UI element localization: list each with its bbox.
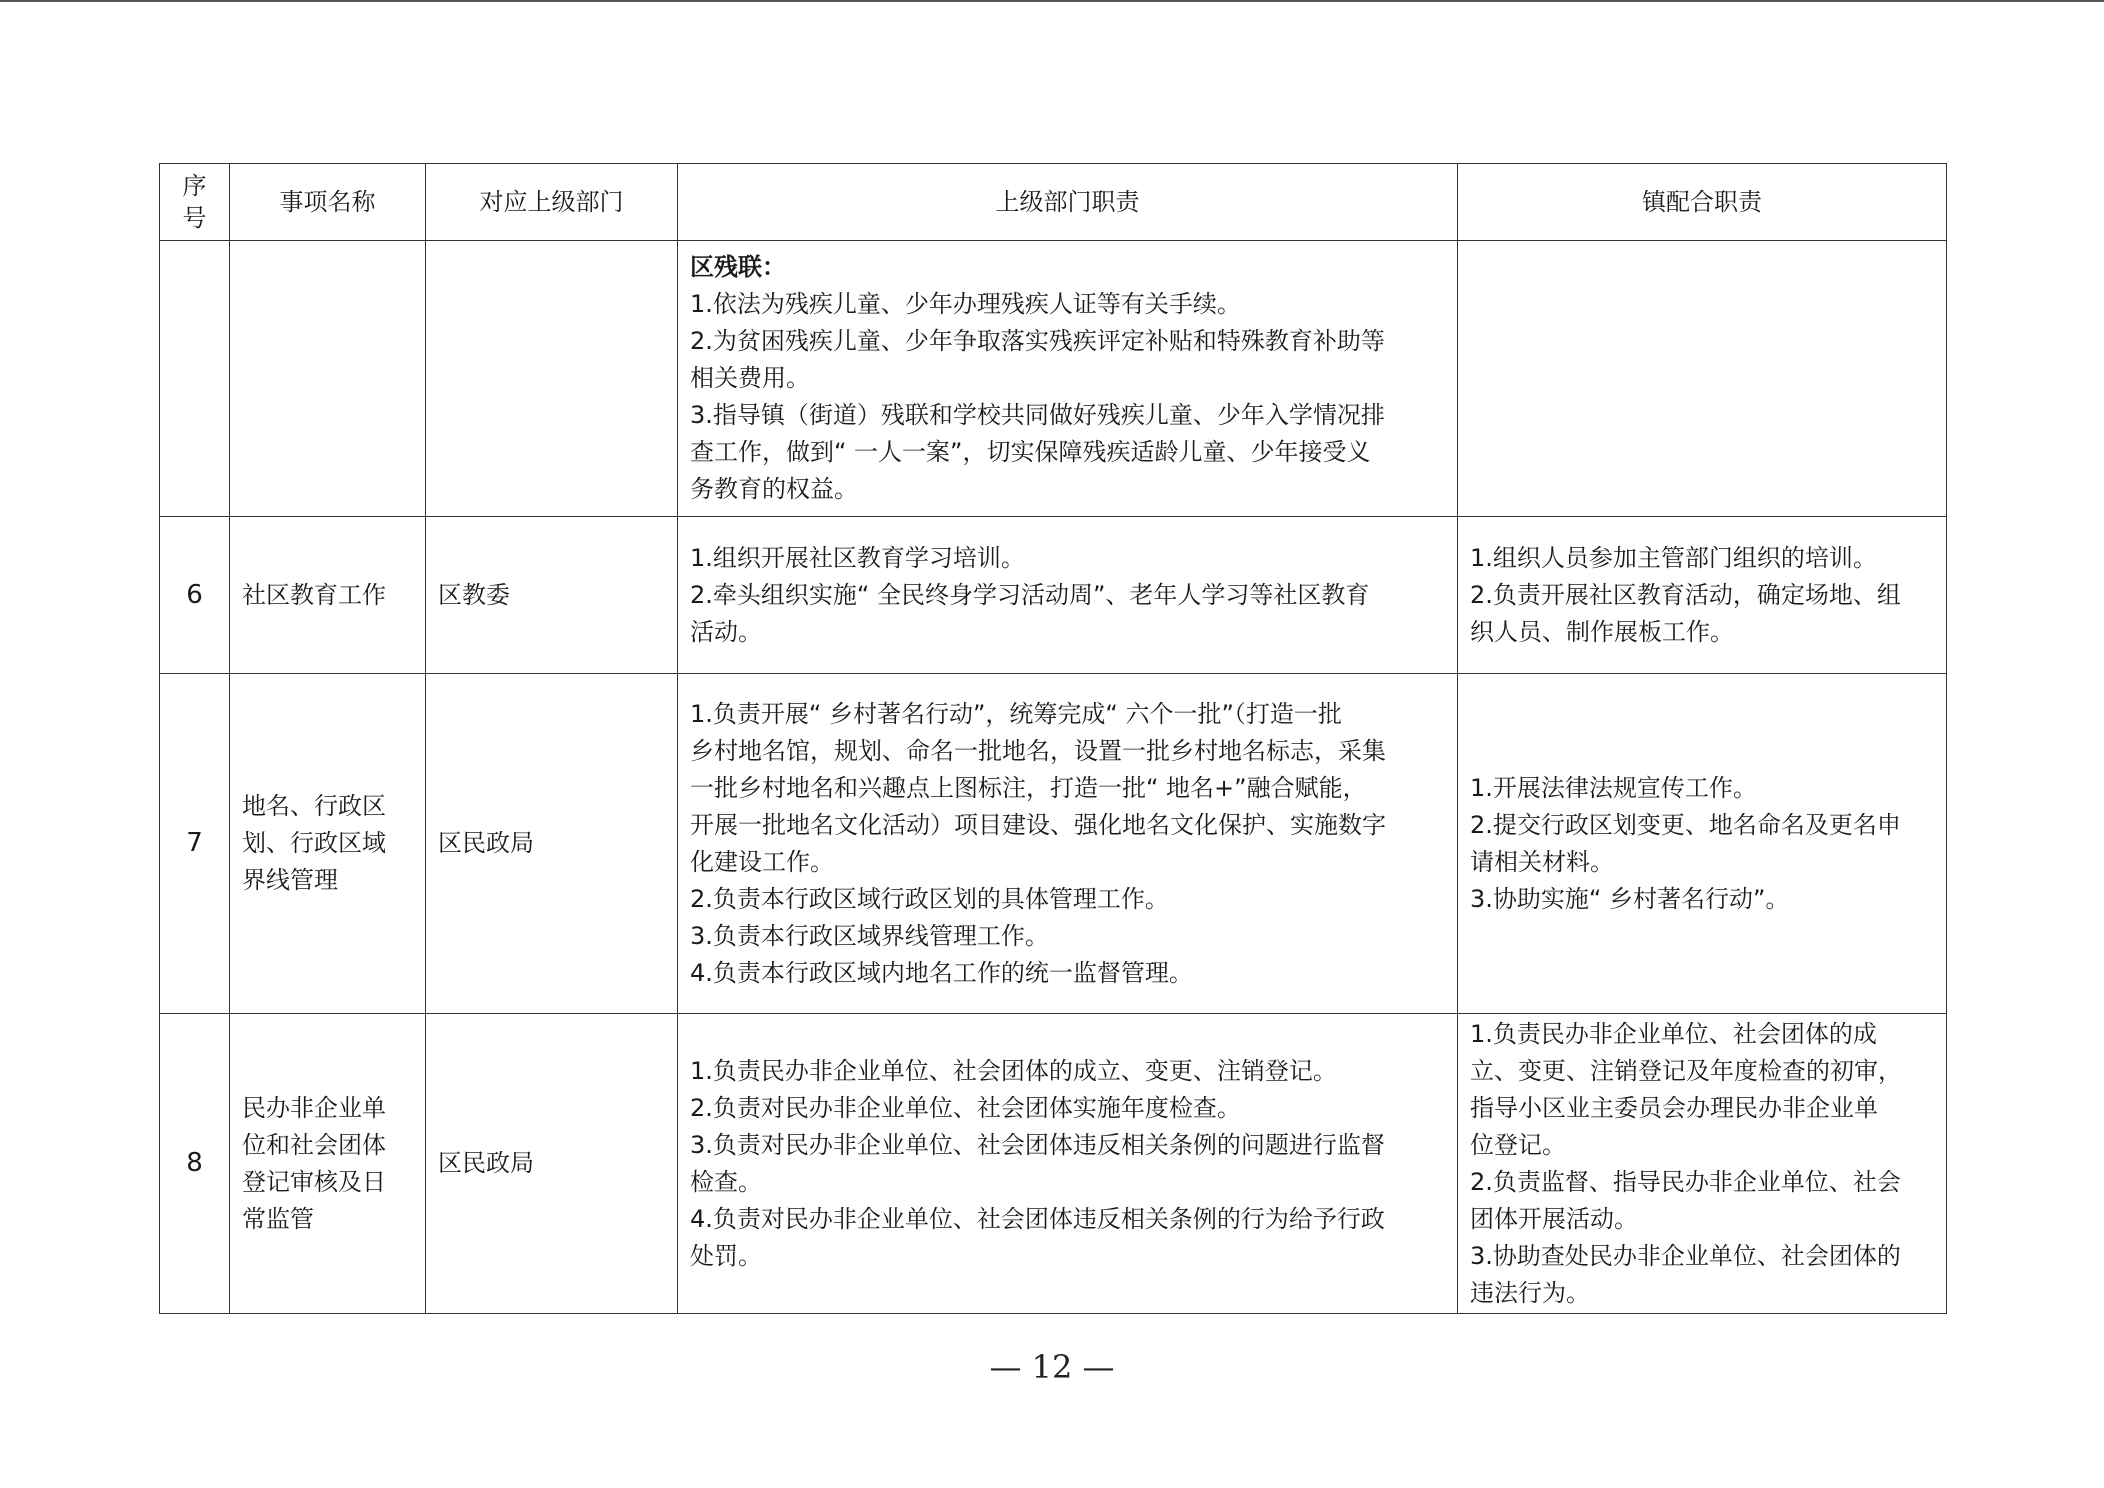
row-number: 7 [160,674,230,1014]
upper-duties: 1.组织开展社区教育学习培训。 2.牵头组织实施“ 全民终身学习活动周”、老年人学习等社区教育 活动。 [678,517,1458,674]
row-number [160,241,230,517]
page-number: — 12 — [989,1348,1115,1386]
header-upper-duties: 上级部门职责 [678,164,1458,241]
town-duties [1458,241,1947,517]
item-name [230,241,426,517]
header-upper-dept: 对应上级部门 [426,164,678,241]
upper-duties: 1.负责民办非企业单位、社会团体的成立、变更、注销登记。 2.负责对民办非企业单位、社会团体实施年度检查。 3.负责对民办非企业单位、社会团体违反相关条例的问题进行监督 检查。 4.负责对民办非企业单位、社会团体违反相关条例的行为给予行政 处罚。 [678,1014,1458,1314]
page-top-rule [0,0,2104,2]
table-header-row [160,164,1947,241]
upper-dept [426,241,678,517]
upper-duties: 区残联： 1.依法为残疾儿童、少年办理残疾人证等有关手续。 2.为贫困残疾儿童、少年争取落实残疾评定补贴和特殊教育补助等 相关费用。 3.指导镇（街道）残联和学校共同做好残疾儿童、少年入学情况排 查工作，做到“ 一人一案”，切实保障残疾适龄儿童、少年接受义 务教育的权益。 [678,241,1458,517]
upper-dept: 区教委 [426,517,678,674]
row-number: 6 [160,517,230,674]
town-duties: 1.开展法律法规宣传工作。 2.提交行政区划变更、地名命名及更名申 请相关材料。 3.协助实施“ 乡村著名行动”。 [1458,674,1947,1014]
header-item-name: 事项名称 [230,164,426,241]
table-row [160,517,1947,674]
table-row [160,241,1947,517]
town-duties: 1.组织人员参加主管部门组织的培训。 2.负责开展社区教育活动，确定场地、组 织人员、制作展板工作。 [1458,517,1947,674]
item-name: 民办非企业单 位和社会团体 登记审核及日 常监管 [230,1014,426,1314]
upper-duties-title: 区残联： [690,253,786,281]
header-town-duties: 镇配合职责 [1458,164,1947,241]
upper-duties: 1.负责开展“ 乡村著名行动”，统筹完成“ 六个一批”（打造一批 乡村地名馆，规划、命名一批地名，设置一批乡村地名标志，采集 一批乡村地名和兴趣点上图标注，打造一批“ 地名+”融合赋能， 开展一批地名文化活动）项目建设、强化地名文化保护、实施数字 化建设工作。 2.负责本行政区域行政区划的具体管理工作。 3.负责本行政区域界线管理工作。 4.负责本行政区域内地名工作的统一监督管理。 [678,674,1458,1014]
upper-dept: 区民政局 [426,674,678,1014]
row-number: 8 [160,1014,230,1314]
table-row [160,674,1947,1014]
header-no: 序 号 [160,164,230,241]
table-row [160,1014,1947,1314]
item-name: 地名、行政区 划、行政区域 界线管理 [230,674,426,1014]
duty-table [159,163,1947,1314]
town-duties: 1.负责民办非企业单位、社会团体的成 立、变更、注销登记及年度检查的初审， 指导小区业主委员会办理民办非企业单 位登记。 2.负责监督、指导民办非企业单位、社会 团体开展活动。 3.协助查处民办非企业单位、社会团体的 违法行为。 [1458,1014,1947,1314]
item-name: 社区教育工作 [230,517,426,674]
upper-dept: 区民政局 [426,1014,678,1314]
